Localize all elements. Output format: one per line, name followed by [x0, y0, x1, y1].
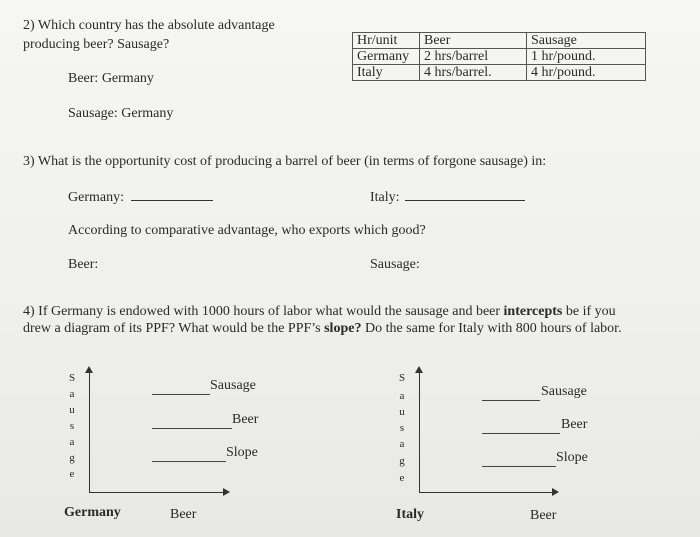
germany-x-axis-arrow [223, 488, 230, 496]
hours-table [352, 32, 646, 81]
italy-x-axis [419, 492, 553, 493]
table-cell: Germany [353, 49, 420, 65]
germany-slope-blank[interactable] [152, 461, 226, 462]
table-header-cell: Beer [420, 33, 527, 49]
q3-question: 3) What is the opportunity cost of producing a barrel of beer (in terms of forgone sausage) in: [23, 154, 547, 169]
table-cell: 1 hr/pound. [527, 49, 646, 65]
q3-italy-label: Italy: [370, 190, 400, 205]
q3-italy-blank[interactable] [405, 199, 525, 201]
q4-line2 [23, 321, 622, 337]
italy-y-letter: S [398, 372, 406, 384]
italy-country-label: Italy [396, 507, 424, 522]
table-cell: 4 hr/pound. [527, 65, 646, 81]
germany-beer-blank[interactable] [152, 428, 232, 429]
q2-question-line2: producing beer? Sausage? [23, 37, 170, 52]
q4-line1 [23, 304, 616, 320]
italy-slope-blank[interactable] [482, 466, 556, 467]
q3-germany-label: Germany: [68, 190, 124, 205]
table-cell: Italy [353, 65, 420, 81]
q4-line2-text: drew a diagram of its PPF? What would be the PPF’s [23, 321, 325, 336]
germany-y-letter: s [69, 420, 75, 432]
table-header-cell: Hr/unit [353, 33, 420, 49]
q3-beer-label: Beer: [68, 257, 99, 272]
italy-y-letter: g [399, 455, 405, 467]
germany-beer-label: Beer [232, 412, 259, 427]
q2-beer-answer: Beer: Germany [68, 71, 154, 86]
q4-line2-bold: slope? [324, 321, 362, 336]
table-row [353, 49, 646, 65]
italy-beer-label: Beer [561, 417, 588, 432]
germany-y-letter: a [69, 388, 75, 400]
germany-sausage-blank[interactable] [152, 394, 210, 395]
italy-y-letter: a [399, 390, 405, 402]
q3-comparative: According to comparative advantage, who exports which good? [68, 223, 426, 238]
table-header-cell: Sausage [527, 33, 646, 49]
q4-line1-tail: be if you [562, 304, 616, 319]
q2-sausage-answer: Sausage: Germany [68, 106, 174, 121]
table-cell: 4 hrs/barrel. [420, 65, 527, 81]
q3-sausage-label: Sausage: [370, 257, 420, 272]
table-header-row [353, 33, 646, 49]
germany-y-letter: u [69, 404, 75, 416]
q4-line1-text: 4) If Germany is endowed with 1000 hours of labor what would the sausage and beer [23, 304, 504, 319]
germany-y-letter: S [68, 372, 76, 384]
q3-germany-row [68, 190, 213, 206]
germany-x-label: Beer [170, 507, 197, 522]
italy-sausage-blank[interactable] [482, 400, 540, 401]
q4-line2-tail: Do the same for Italy with 800 hours of labor. [361, 321, 622, 336]
italy-beer-blank[interactable] [482, 433, 560, 434]
germany-slope-label: Slope [226, 445, 258, 460]
italy-y-letter: e [399, 472, 405, 484]
q3-italy-row [370, 190, 525, 206]
italy-x-axis-arrow [552, 488, 559, 496]
italy-y-letter: a [399, 438, 405, 450]
germany-y-axis [89, 372, 90, 492]
germany-y-letter: a [69, 436, 75, 448]
table-row [353, 65, 646, 81]
italy-slope-label: Slope [556, 450, 588, 465]
italy-x-label: Beer [530, 508, 557, 523]
germany-y-letter: e [69, 468, 75, 480]
germany-x-axis [89, 492, 224, 493]
q4-line1-bold: intercepts [503, 304, 563, 319]
q3-germany-blank[interactable] [131, 199, 213, 201]
italy-sausage-label: Sausage [541, 384, 587, 399]
q2-question-line1: 2) Which country has the absolute advantage [23, 18, 275, 33]
italy-y-axis [419, 372, 420, 492]
italy-y-letter: u [399, 406, 405, 418]
germany-sausage-label: Sausage [210, 378, 256, 393]
table-cell: 2 hrs/barrel [420, 49, 527, 65]
italy-y-letter: s [399, 422, 405, 434]
germany-y-letter: g [69, 452, 75, 464]
germany-country-label: Germany [64, 505, 121, 520]
